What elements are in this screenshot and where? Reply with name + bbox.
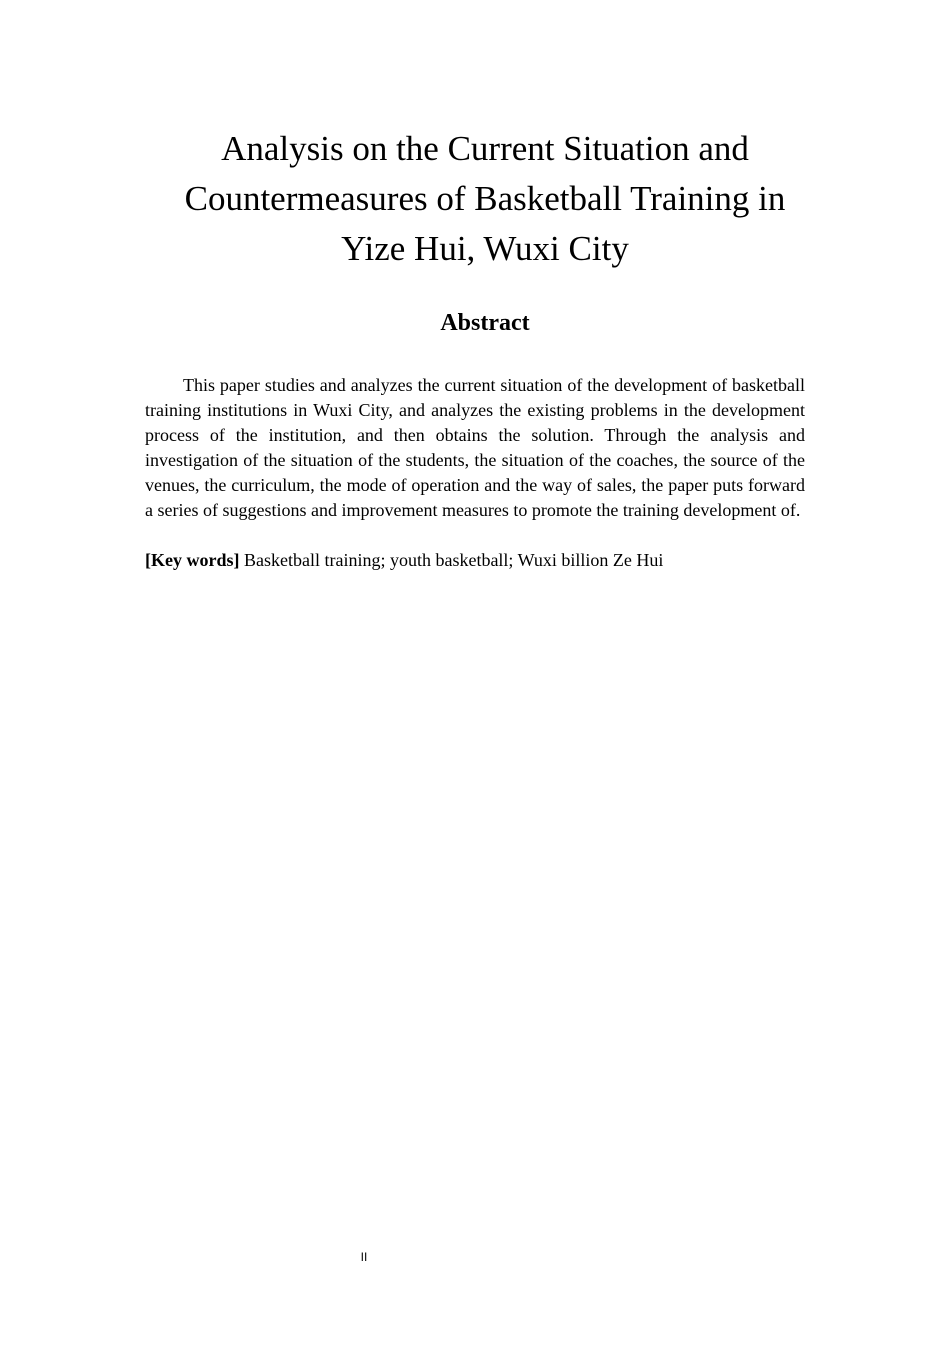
page-number: II <box>360 1250 368 1264</box>
abstract-heading: Abstract <box>440 310 530 336</box>
keywords-text: Basketball training; youth basketball; Wuxi billion Ze Hui <box>243 550 664 570</box>
title-line-1: Analysis on the Current Situation and <box>221 129 749 168</box>
title-line-2: Countermeasures of Basketball Training in <box>184 179 786 218</box>
keywords-line <box>145 548 805 573</box>
title-line-3: Yize Hui, Wuxi City <box>341 229 629 268</box>
paper-title <box>145 124 825 274</box>
keywords-label: [Key words] <box>145 550 240 570</box>
abstract-body: This paper studies and analyzes the current situation of the development of basketball training institutions in Wuxi City, and analyzes the existing problems in the development process of the institution, and then obtains the solution. Through the analysis and investigation of the situation of the students, the situation of the coaches, the source of the venues, the curriculum, the mode of operation and the way of sales, the paper puts forward a series of suggestions and improvement measures to promote the training development of. <box>145 375 805 520</box>
